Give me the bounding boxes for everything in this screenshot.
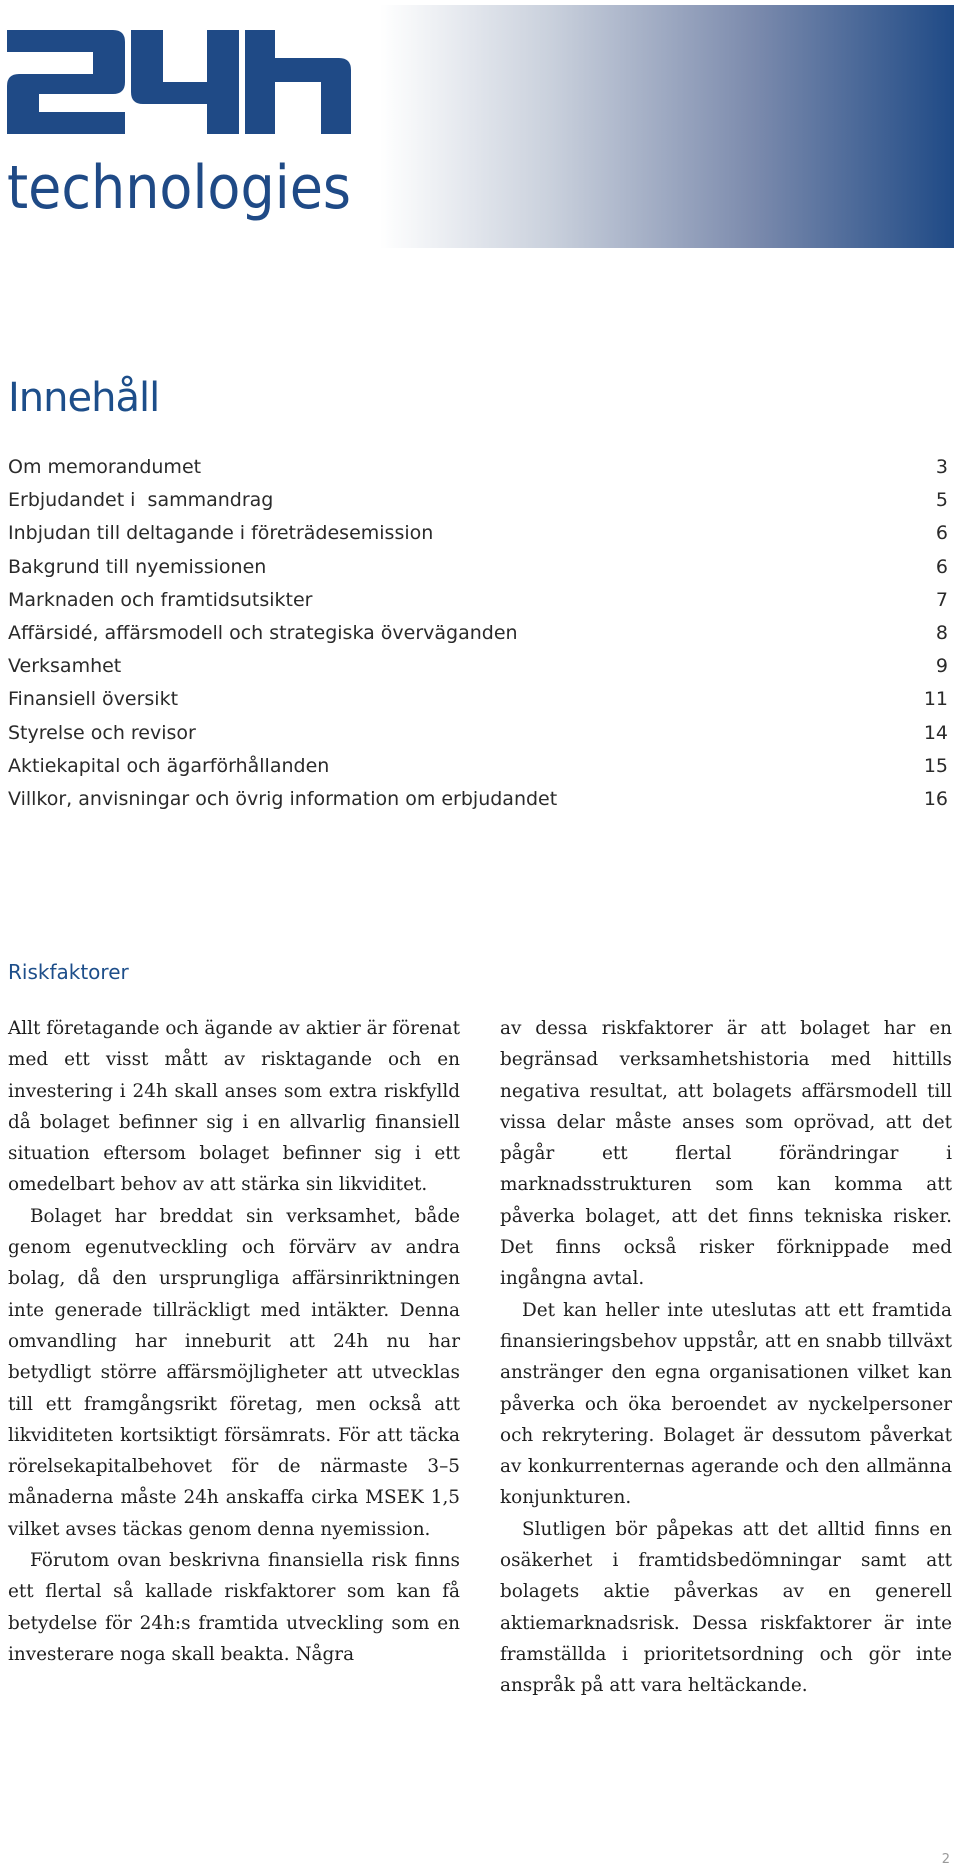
toc-item-page: 14: [923, 721, 948, 744]
contents-title: Innehåll: [8, 375, 160, 421]
risk-paragraph: Bolaget har breddat sin verksamhet, både genom egenutveckling och förvärv av andra bolag, då den ursprungliga affärsinriktningen inte generade tillräckligt med intäkter. Denna omvandling har inneburit att 24h nu har betydligt större affärsmöjligheter att utvecklas till ett framgångsrikt företag, men också att likviditeten kortsiktigt försämrats. För att täcka rörelsekapitalbehovet för de närmaste 3–5 månaderna måste 24h anskaffa cirka MSEK 1,5 vilket avses täckas genom denna nyemission.: [8, 1205, 460, 1540]
risk-column-right: [500, 1013, 952, 1702]
risk-paragraph: Förutom ovan beskrivna finansiella risk finns ett flertal så kallade riskfaktorer som kan få betydelse för 24h:s framtida utveckling som en investerare noga skall beakta. Några: [8, 1550, 460, 1665]
toc-item-page: 5: [935, 489, 948, 512]
risk-paragraph: av dessa riskfaktorer är att bolaget har en begränsad verksamhetshistoria med hittills negativa resultat, att bolagets affärsmodell till vissa delar måste anses som oprövad, att det pågår ett flertal förändringar i marknadsstrukturen som kan komma att påverka bolaget, att det finns tekniska risker. Det finns också risker förknippade med ingångna avtal.: [500, 1018, 952, 1290]
header-gradient-band: [380, 5, 954, 248]
toc-item-page: 6: [935, 555, 948, 578]
toc-item-label: Styrelse och revisor: [8, 721, 196, 744]
logo-letter-h-icon: [245, 30, 351, 134]
risk-paragraph: Det kan heller inte uteslutas att ett framtida finansieringsbehov uppstår, att en snabb tillväxt anstränger den egna organisationen vilket kan påverka och öka beroendet av nyckelpersoner och rekrytering. Bolaget är dessutom påverkat av konkurrenternas agerande och den allmänna konjunkturen.: [500, 1299, 952, 1509]
toc-item[interactable]: [8, 584, 948, 617]
toc-item[interactable]: [8, 551, 948, 584]
page-header: [0, 0, 960, 250]
24h-technologies-logo-icon: [7, 30, 353, 230]
toc-item-page: 16: [923, 787, 948, 810]
toc-item[interactable]: [8, 517, 948, 550]
toc-item-label: Finansiell översikt: [8, 688, 179, 711]
toc-item-label: Bakgrund till nyemissionen: [8, 555, 267, 578]
toc-item[interactable]: [8, 484, 948, 517]
toc-item-label: Affärsidé, affärsmodell och strategiska överväganden: [8, 621, 518, 644]
logo-wordmark: technologies: [7, 153, 351, 223]
risk-factors-heading: Riskfaktorer: [8, 960, 129, 984]
toc-item-label: Om memorandumet: [8, 456, 202, 478]
toc-item[interactable]: [8, 617, 948, 650]
toc-item-page: 15: [923, 754, 948, 777]
toc-item-page: 7: [935, 588, 948, 611]
toc-item-label: Marknaden och framtidsutsikter: [8, 588, 313, 611]
toc-item-page: 11: [923, 688, 948, 711]
toc-item-label: Villkor, anvisningar och övrig information om erbjudandet: [8, 787, 558, 810]
page-number: 2: [941, 1852, 950, 1867]
toc-item-label: Aktiekapital och ägarförhållanden: [8, 754, 330, 777]
toc-item[interactable]: [8, 451, 948, 484]
risk-paragraph: Allt företagande och ägande av aktier är förenat med ett visst mått av risktagande och en investering i 24h skall anses som extra riskfylld då bolaget befinner sig i en allvarlig finansiell situation eftersom bolaget befinner sig i ett omedelbart behov av att stärka sin likviditet.: [8, 1018, 460, 1196]
toc-item-page: 6: [935, 522, 948, 545]
table-of-contents: [8, 451, 948, 816]
toc-item-page: 3: [935, 456, 948, 478]
toc-item[interactable]: [8, 750, 948, 783]
logo-digit-4-icon: [131, 30, 239, 134]
toc-item-label: Inbjudan till deltagande i företrädesemission: [8, 522, 434, 545]
logo-digit-2-icon: [7, 30, 125, 134]
toc-item[interactable]: [8, 650, 948, 683]
toc-item[interactable]: [8, 717, 948, 750]
risk-paragraph: Slutligen bör påpekas att det alltid finns en osäkerhet i framtidsbedömningar samt att bolagets aktie påverkas av en generell aktiemarknadsrisk. Dessa riskfaktorer är inte framställda i prioritetsordning och gör inte anspråk på att vara heltäckande.: [500, 1518, 952, 1697]
toc-item[interactable]: [8, 683, 948, 716]
toc-item[interactable]: [8, 783, 948, 816]
toc-item-page: 9: [935, 655, 948, 678]
toc-item-label: Erbjudandet i sammandrag: [8, 489, 274, 512]
toc-item-page: 8: [935, 621, 948, 644]
toc-item-label: Verksamhet: [8, 655, 122, 678]
risk-column-left: [8, 1013, 460, 1670]
